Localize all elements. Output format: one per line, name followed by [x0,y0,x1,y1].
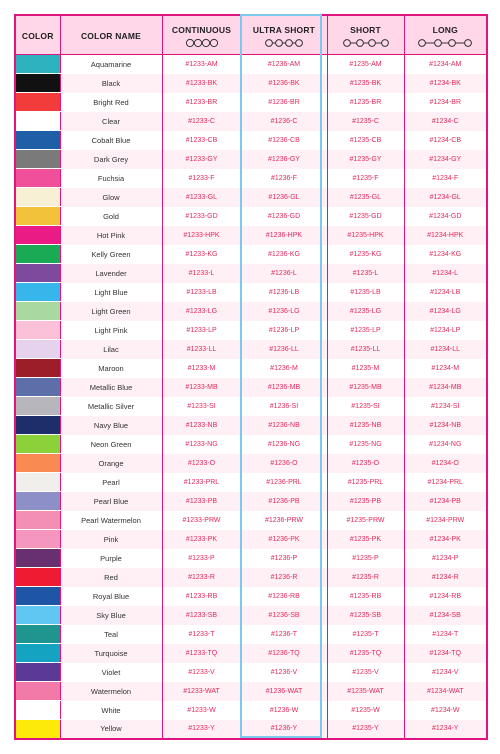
color-name: Pearl [60,473,162,492]
product-code-short: #1235-V [327,663,404,682]
color-table [14,14,488,740]
product-code-long: #1234-R [404,568,487,587]
product-code-continuous: #1233-BK [162,74,241,93]
color-name: Pearl Watermelon [60,511,162,530]
product-code-ultra-short: #1236-KG [241,245,327,264]
product-code-continuous: #1233-R [162,568,241,587]
color-swatch [15,359,60,378]
product-code-long: #1234-BK [404,74,487,93]
product-code-short: #1235-Y [327,720,404,740]
color-swatch [15,663,60,682]
product-code-long: #1234-GY [404,150,487,169]
product-code-short: #1235-LG [327,302,404,321]
product-code-short: #1235-KG [327,245,404,264]
color-name: Lavender [60,264,162,283]
table-row [15,454,487,473]
product-code-long: #1234-KG [404,245,487,264]
product-code-short: #1235-F [327,169,404,188]
product-code-long: #1234-V [404,663,487,682]
product-code-long: #1234-GL [404,188,487,207]
product-code-short: #1235-T [327,625,404,644]
product-code-continuous: #1233-F [162,169,241,188]
product-code-continuous: #1233-NB [162,416,241,435]
color-swatch [15,93,60,112]
product-code-long: #1234-CB [404,131,487,150]
spaced-circles-icon [328,38,404,48]
product-code-ultra-short: #1236-PRW [241,511,327,530]
color-swatch [15,701,60,720]
product-code-ultra-short: #1236-RB [241,587,327,606]
product-code-continuous: #1233-O [162,454,241,473]
product-code-continuous: #1233-P [162,549,241,568]
color-name: Light Green [60,302,162,321]
product-code-continuous: #1233-PRL [162,473,241,492]
product-code-short: #1235-SI [327,397,404,416]
table-row [15,169,487,188]
color-name: Red [60,568,162,587]
product-code-ultra-short: #1236-BK [241,74,327,93]
product-code-long: #1234-LB [404,283,487,302]
product-code-short: #1235-BK [327,74,404,93]
color-name: Bright Red [60,93,162,112]
color-swatch [15,150,60,169]
product-code-ultra-short: #1236-LG [241,302,327,321]
product-code-continuous: #1233-V [162,663,241,682]
product-code-ultra-short: #1236-PK [241,530,327,549]
product-code-long: #1234-Y [404,720,487,740]
table-row [15,701,487,720]
product-code-short: #1235-RB [327,587,404,606]
table-row [15,568,487,587]
table-row [15,644,487,663]
table-row [15,74,487,93]
product-code-short: #1235-R [327,568,404,587]
color-name: Violet [60,663,162,682]
product-code-long: #1234-PRW [404,511,487,530]
table-row [15,55,487,74]
product-code-short: #1235-GD [327,207,404,226]
color-swatch [15,245,60,264]
color-swatch [15,188,60,207]
product-code-short: #1235-WAT [327,682,404,701]
color-swatch [15,549,60,568]
color-swatch [15,644,60,663]
color-name: Gold [60,207,162,226]
product-code-short: #1235-W [327,701,404,720]
close-circles-icon [242,38,327,48]
color-swatch [15,112,60,131]
product-code-ultra-short: #1236-CB [241,131,327,150]
product-code-long: #1234-NB [404,416,487,435]
table-row [15,530,487,549]
product-code-short: #1235-O [327,454,404,473]
product-code-continuous: #1233-SI [162,397,241,416]
table-row [15,93,487,112]
product-code-ultra-short: #1236-T [241,625,327,644]
product-code-ultra-short: #1236-SB [241,606,327,625]
color-name: Watermelon [60,682,162,701]
header-color-name: COLOR NAME [60,15,162,55]
header-color: COLOR [15,15,60,55]
product-code-long: #1234-TQ [404,644,487,663]
table-row [15,340,487,359]
product-code-continuous: #1233-KG [162,245,241,264]
product-code-continuous: #1233-L [162,264,241,283]
product-code-continuous: #1233-LP [162,321,241,340]
product-code-ultra-short: #1236-SI [241,397,327,416]
product-code-ultra-short: #1236-F [241,169,327,188]
product-code-long: #1234-M [404,359,487,378]
product-code-ultra-short: #1236-TQ [241,644,327,663]
product-code-ultra-short: #1236-GL [241,188,327,207]
product-code-ultra-short: #1236-AM [241,55,327,74]
table-row [15,207,487,226]
product-code-short: #1235-MB [327,378,404,397]
product-code-short: #1235-LP [327,321,404,340]
product-code-short: #1235-LB [327,283,404,302]
product-code-short: #1235-PK [327,530,404,549]
color-swatch [15,682,60,701]
wide-spaced-circles-icon [405,38,487,48]
product-code-continuous: #1233-GY [162,150,241,169]
product-code-ultra-short: #1236-GY [241,150,327,169]
color-name: Lilac [60,340,162,359]
product-code-ultra-short: #1236-MB [241,378,327,397]
product-code-ultra-short: #1236-WAT [241,682,327,701]
color-swatch [15,131,60,150]
color-swatch [15,321,60,340]
product-code-continuous: #1233-GL [162,188,241,207]
color-swatch [15,720,60,740]
color-chart [14,14,486,740]
table-row [15,321,487,340]
product-code-continuous: #1233-PK [162,530,241,549]
color-swatch [15,55,60,74]
product-code-short: #1235-SB [327,606,404,625]
product-code-ultra-short: #1236-GD [241,207,327,226]
header-long: LONG [404,15,487,55]
color-name: Yellow [60,720,162,740]
table-row [15,549,487,568]
header-short: SHORT [327,15,404,55]
color-name: Cobalt Blue [60,131,162,150]
product-code-ultra-short: #1236-L [241,264,327,283]
table-row [15,720,487,740]
color-swatch [15,207,60,226]
color-name: Aquamarine [60,55,162,74]
product-code-long: #1234-AM [404,55,487,74]
product-code-short: #1235-TQ [327,644,404,663]
product-code-long: #1234-HPK [404,226,487,245]
color-name: Clear [60,112,162,131]
color-name: Maroon [60,359,162,378]
table-row [15,625,487,644]
product-code-long: #1234-RB [404,587,487,606]
product-code-ultra-short: #1236-NB [241,416,327,435]
color-name: Fuchsia [60,169,162,188]
color-swatch [15,511,60,530]
product-code-long: #1234-PB [404,492,487,511]
color-name: Turquoise [60,644,162,663]
color-swatch [15,264,60,283]
product-code-long: #1234-LL [404,340,487,359]
product-code-short: #1235-AM [327,55,404,74]
product-code-ultra-short: #1236-W [241,701,327,720]
color-swatch [15,435,60,454]
product-code-long: #1234-L [404,264,487,283]
product-code-long: #1234-MB [404,378,487,397]
product-code-ultra-short: #1236-BR [241,93,327,112]
table-row [15,283,487,302]
product-code-short: #1235-P [327,549,404,568]
product-code-continuous: #1233-PB [162,492,241,511]
product-code-ultra-short: #1236-LP [241,321,327,340]
color-swatch [15,492,60,511]
color-name: Hot Pink [60,226,162,245]
table-row [15,663,487,682]
product-code-continuous: #1233-GD [162,207,241,226]
product-code-long: #1234-LG [404,302,487,321]
color-swatch [15,378,60,397]
product-code-continuous: #1233-MB [162,378,241,397]
product-code-ultra-short: #1236-HPK [241,226,327,245]
product-code-short: #1235-LL [327,340,404,359]
product-code-ultra-short: #1236-NG [241,435,327,454]
product-code-long: #1234-SB [404,606,487,625]
table-row [15,682,487,701]
color-name: Pearl Blue [60,492,162,511]
product-code-long: #1234-C [404,112,487,131]
product-code-continuous: #1233-T [162,625,241,644]
product-code-short: #1235-GL [327,188,404,207]
color-swatch [15,340,60,359]
product-code-short: #1235-BR [327,93,404,112]
product-code-continuous: #1233-Y [162,720,241,740]
product-code-short: #1235-L [327,264,404,283]
product-code-long: #1234-F [404,169,487,188]
table-row [15,416,487,435]
color-name: Metallic Blue [60,378,162,397]
table-row [15,359,487,378]
product-code-continuous: #1233-LB [162,283,241,302]
product-code-short: #1235-PRL [327,473,404,492]
table-row [15,397,487,416]
color-swatch [15,169,60,188]
product-code-ultra-short: #1236-R [241,568,327,587]
product-code-continuous: #1233-CB [162,131,241,150]
table-row [15,264,487,283]
product-code-continuous: #1233-WAT [162,682,241,701]
product-code-long: #1234-LP [404,321,487,340]
product-code-ultra-short: #1236-LL [241,340,327,359]
color-name: Light Blue [60,283,162,302]
product-code-ultra-short: #1236-PRL [241,473,327,492]
product-code-ultra-short: #1236-P [241,549,327,568]
table-row [15,131,487,150]
product-code-continuous: #1233-SB [162,606,241,625]
product-code-long: #1234-P [404,549,487,568]
header-ultra-short: ULTRA SHORT [241,15,327,55]
table-row [15,378,487,397]
product-code-ultra-short: #1236-O [241,454,327,473]
color-name: Light Pink [60,321,162,340]
table-row [15,587,487,606]
color-name: Purple [60,549,162,568]
color-swatch [15,397,60,416]
product-code-continuous: #1233-NG [162,435,241,454]
color-name: Metallic Silver [60,397,162,416]
color-name: Sky Blue [60,606,162,625]
color-swatch [15,454,60,473]
color-swatch [15,416,60,435]
color-swatch [15,74,60,93]
product-code-long: #1234-SI [404,397,487,416]
color-swatch [15,530,60,549]
touching-circles-icon [163,38,241,48]
product-code-long: #1234-GD [404,207,487,226]
product-code-continuous: #1233-C [162,112,241,131]
color-swatch [15,226,60,245]
product-code-continuous: #1233-RB [162,587,241,606]
table-row [15,302,487,321]
table-row [15,112,487,131]
product-code-short: #1235-GY [327,150,404,169]
product-code-short: #1235-M [327,359,404,378]
product-code-long: #1234-O [404,454,487,473]
color-name: Kelly Green [60,245,162,264]
table-row [15,245,487,264]
product-code-continuous: #1233-M [162,359,241,378]
product-code-short: #1235-NB [327,416,404,435]
table-row [15,492,487,511]
color-swatch [15,473,60,492]
product-code-short: #1235-HPK [327,226,404,245]
product-code-long: #1234-PK [404,530,487,549]
product-code-long: #1234-WAT [404,682,487,701]
product-code-short: #1235-PB [327,492,404,511]
color-name: Orange [60,454,162,473]
color-swatch [15,302,60,321]
color-name: Pink [60,530,162,549]
product-code-short: #1235-C [327,112,404,131]
product-code-long: #1234-NG [404,435,487,454]
table-row [15,606,487,625]
color-name: Teal [60,625,162,644]
product-code-ultra-short: #1236-M [241,359,327,378]
table-row [15,188,487,207]
color-swatch [15,606,60,625]
product-code-continuous: #1233-HPK [162,226,241,245]
product-code-short: #1235-CB [327,131,404,150]
header-row [15,15,487,55]
table-row [15,511,487,530]
product-code-ultra-short: #1236-LB [241,283,327,302]
product-code-continuous: #1233-LL [162,340,241,359]
table-row [15,226,487,245]
product-code-continuous: #1233-BR [162,93,241,112]
color-name: Black [60,74,162,93]
product-code-ultra-short: #1236-V [241,663,327,682]
color-name: White [60,701,162,720]
product-code-continuous: #1233-PRW [162,511,241,530]
table-row [15,473,487,492]
table-row [15,150,487,169]
product-code-long: #1234-W [404,701,487,720]
product-code-short: #1235-PRW [327,511,404,530]
color-name: Neon Green [60,435,162,454]
product-code-short: #1235-NG [327,435,404,454]
color-swatch [15,587,60,606]
product-code-long: #1234-BR [404,93,487,112]
product-code-ultra-short: #1236-C [241,112,327,131]
product-code-ultra-short: #1236-Y [241,720,327,740]
color-swatch [15,283,60,302]
product-code-continuous: #1233-W [162,701,241,720]
color-name: Navy Blue [60,416,162,435]
header-continuous: CONTINUOUS [162,15,241,55]
color-name: Royal Blue [60,587,162,606]
product-code-ultra-short: #1236-PB [241,492,327,511]
product-code-long: #1234-PRL [404,473,487,492]
product-code-continuous: #1233-LG [162,302,241,321]
table-body [15,55,487,740]
color-name: Dark Grey [60,150,162,169]
color-swatch [15,625,60,644]
table-row [15,435,487,454]
product-code-continuous: #1233-AM [162,55,241,74]
product-code-long: #1234-T [404,625,487,644]
color-swatch [15,568,60,587]
product-code-continuous: #1233-TQ [162,644,241,663]
color-name: Glow [60,188,162,207]
